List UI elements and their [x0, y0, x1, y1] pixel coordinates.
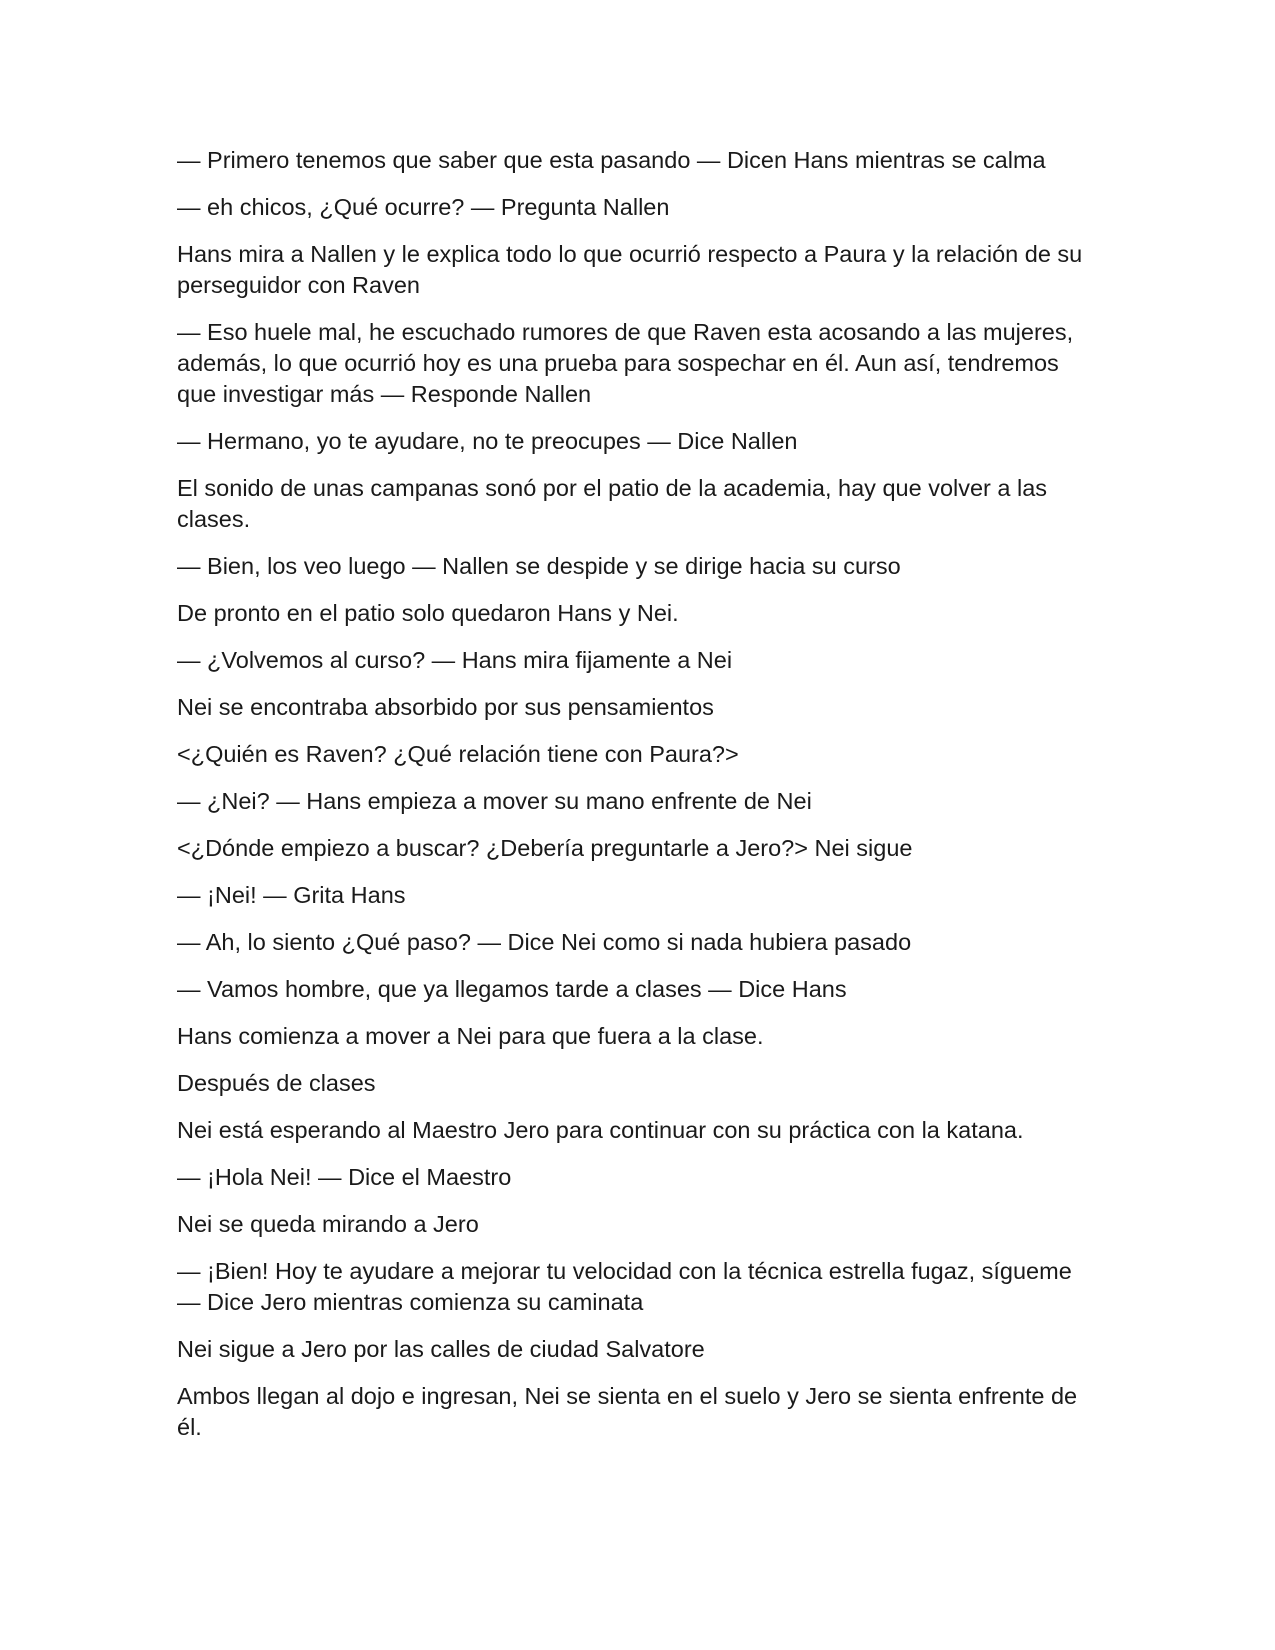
paragraph: — Eso huele mal, he escuchado rumores de que Raven esta acosando a las mujeres, además, lo que ocurrió hoy es una prueba para sospechar en él. Aun así, tendremos que investigar más — Responde Nallen: [177, 319, 1074, 407]
paragraph: — Hermano, yo te ayudare, no te preocupes — Dice Nallen: [177, 428, 798, 454]
paragraph: Nei sigue a Jero por las calles de ciudad Salvatore: [177, 1336, 705, 1362]
paragraph: — Vamos hombre, que ya llegamos tarde a clases — Dice Hans: [177, 976, 847, 1002]
paragraph: — ¿Nei? — Hans empieza a mover su mano enfrente de Nei: [177, 788, 812, 814]
paragraph: Ambos llegan al dojo e ingresan, Nei se sienta en el suelo y Jero se sienta enfrente de él.: [177, 1383, 1078, 1440]
paragraph: — eh chicos, ¿Qué ocurre? — Pregunta Nallen: [177, 194, 670, 220]
paragraph: — ¡Hola Nei! — Dice el Maestro: [177, 1164, 512, 1190]
paragraph: Nei está esperando al Maestro Jero para continuar con su práctica con la katana.: [177, 1117, 1024, 1143]
paragraph: Después de clases: [177, 1070, 376, 1096]
paragraph: Nei se encontraba absorbido por sus pensamientos: [177, 694, 714, 720]
paragraph: <¿Quién es Raven? ¿Qué relación tiene con Paura?>: [177, 741, 739, 767]
paragraph: De pronto en el patio solo quedaron Hans y Nei.: [177, 600, 679, 626]
paragraph: — ¡Bien! Hoy te ayudare a mejorar tu velocidad con la técnica estrella fugaz, sígueme — Dice Jero mientras comienza su caminata: [177, 1258, 1072, 1315]
paragraph: — Primero tenemos que saber que esta pasando — Dicen Hans mientras se calma: [177, 147, 1046, 173]
paragraph: — Ah, lo siento ¿Qué paso? — Dice Nei como si nada hubiera pasado: [177, 929, 912, 955]
paragraph: Nei se queda mirando a Jero: [177, 1211, 479, 1237]
paragraph: — ¡Nei! — Grita Hans: [177, 882, 406, 908]
paragraph: — Bien, los veo luego — Nallen se despide y se dirige hacia su curso: [177, 553, 901, 579]
paragraph: Hans mira a Nallen y le explica todo lo que ocurrió respecto a Paura y la relación de su perseguidor con Raven: [177, 241, 1083, 298]
paragraph: <¿Dónde empiezo a buscar? ¿Debería preguntarle a Jero?> Nei sigue: [177, 835, 913, 861]
paragraph: — ¿Volvemos al curso? — Hans mira fijamente a Nei: [177, 647, 733, 673]
document-body: [177, 145, 1097, 1459]
paragraph: Hans comienza a mover a Nei para que fuera a la clase.: [177, 1023, 764, 1049]
paragraph: El sonido de unas campanas sonó por el patio de la academia, hay que volver a las clases.: [177, 475, 1048, 532]
